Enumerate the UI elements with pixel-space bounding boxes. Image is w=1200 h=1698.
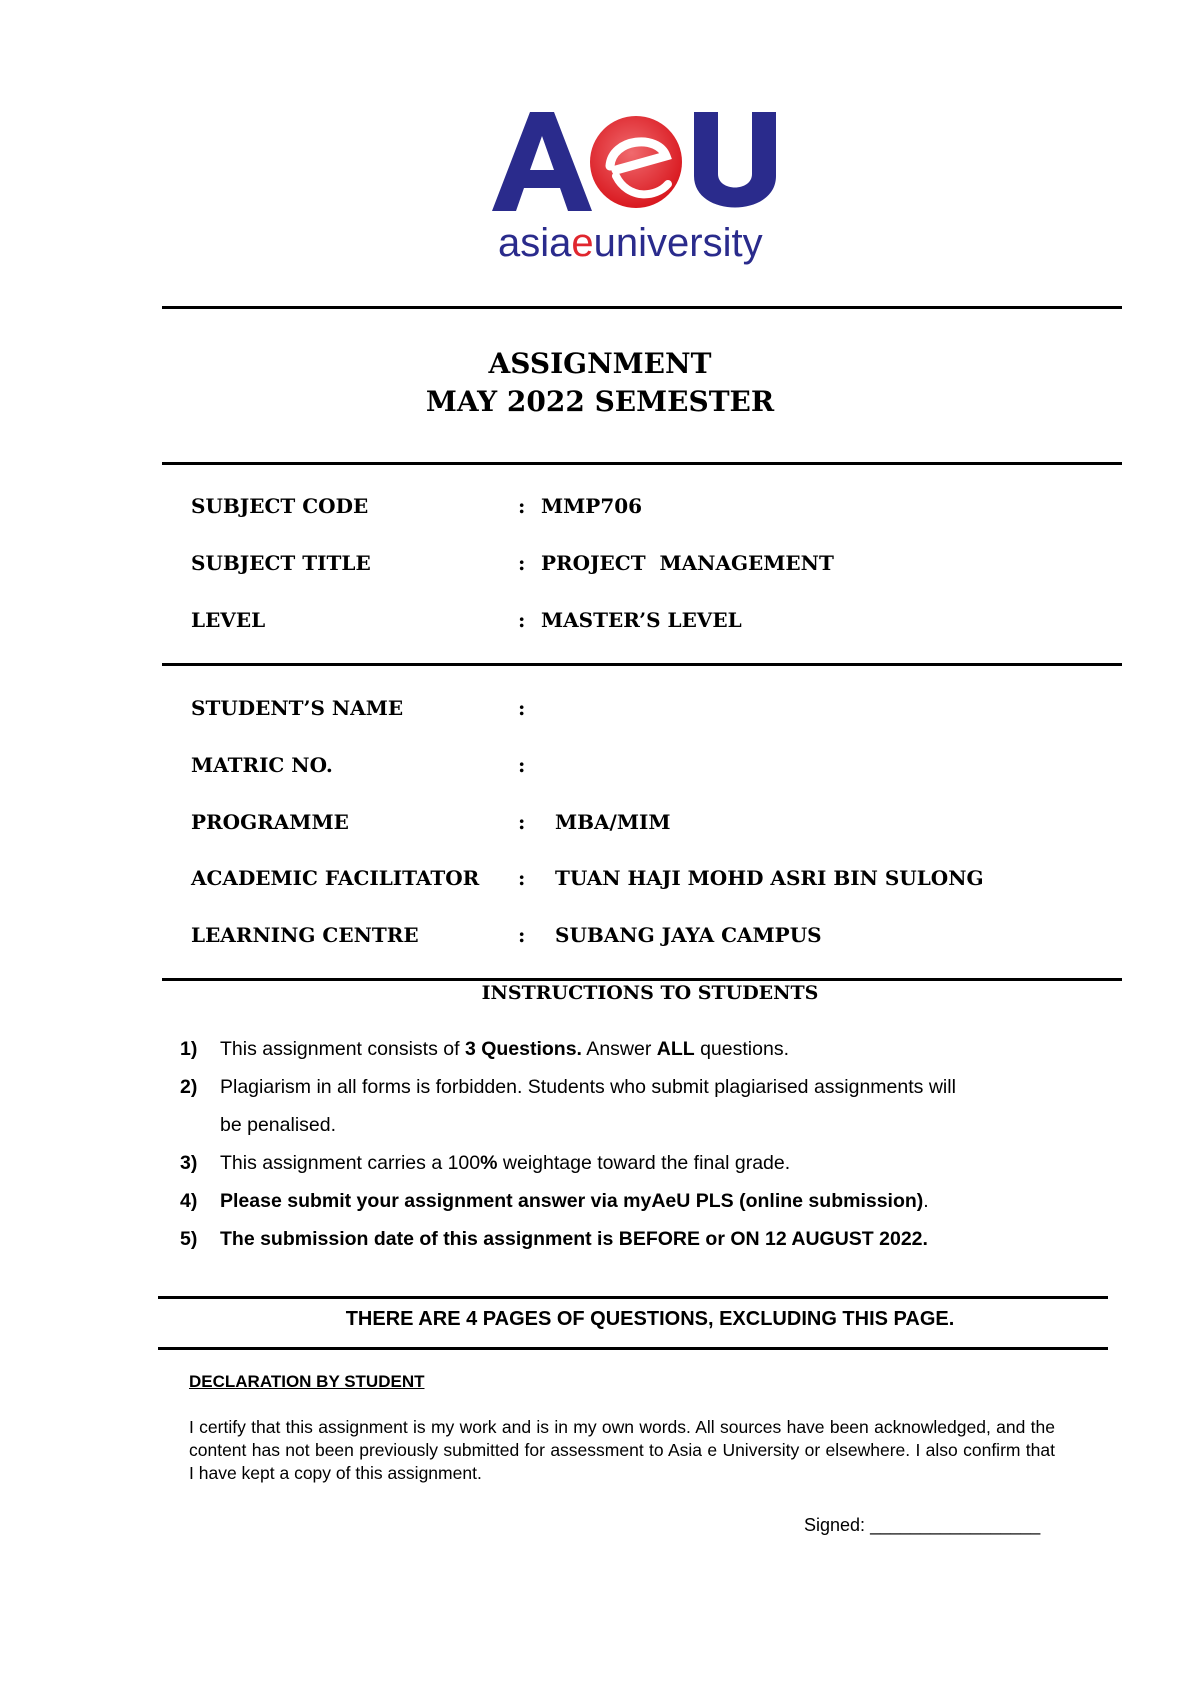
- declaration-body: I certify that this assignment is my work and is in my own words. All sources have been acknowledged, and the content has not been previously submitted for assessment to Asia e University or elsewhere. I also confirm that I have kept a copy of this assignment.: [189, 1417, 1055, 1483]
- learning-centre-label: LEARNING CENTRE: [191, 923, 419, 947]
- matric-no-label: MATRIC NO.: [191, 753, 333, 777]
- aeu-logo: [490, 104, 790, 274]
- student-name-label: STUDENT’S NAME: [191, 696, 404, 720]
- subject-title-value: PROJECT MANAGEMENT: [541, 551, 834, 575]
- level-label: LEVEL: [191, 608, 266, 632]
- programme-value: MBA/MIM: [555, 810, 671, 834]
- semester-title: MAY 2022 SEMESTER: [425, 385, 775, 418]
- subject-code-label: SUBJECT CODE: [191, 494, 369, 518]
- programme-label: PROGRAMME: [191, 810, 349, 834]
- declaration-heading: DECLARATION BY STUDENT: [189, 1372, 425, 1391]
- instructions-title: INSTRUCTIONS TO STUDENTS: [481, 982, 819, 1004]
- logo-letter-u: [694, 112, 776, 208]
- rule-after-subject: [162, 663, 1122, 666]
- rule-after-student: [162, 978, 1122, 981]
- signed-blank[interactable]: _________________: [870, 1515, 1041, 1535]
- rule-after-title: [162, 462, 1122, 465]
- signature-line[interactable]: [804, 1515, 1040, 1536]
- subject-code-value: MMP706: [541, 494, 643, 518]
- facilitator-value: TUAN HAJI MOHD ASRI BIN SULONG: [555, 866, 984, 890]
- rule-top: [162, 306, 1122, 309]
- rule-after-pages: [158, 1347, 1108, 1350]
- logo-letter-a: [492, 112, 592, 211]
- signed-label: Signed:: [804, 1515, 866, 1535]
- pages-note: THERE ARE 4 PAGES OF QUESTIONS, EXCLUDING THIS PAGE.: [345, 1308, 955, 1330]
- assignment-title: ASSIGNMENT: [488, 347, 712, 380]
- level-value: MASTER’S LEVEL: [541, 608, 742, 632]
- logo-wordmark: asiaeuniversity: [498, 221, 763, 265]
- rule-before-pages: [158, 1296, 1108, 1299]
- subject-title-label: SUBJECT TITLE: [191, 551, 371, 575]
- facilitator-label: ACADEMIC FACILITATOR: [191, 866, 480, 890]
- learning-centre-value: SUBANG JAYA CAMPUS: [555, 923, 822, 947]
